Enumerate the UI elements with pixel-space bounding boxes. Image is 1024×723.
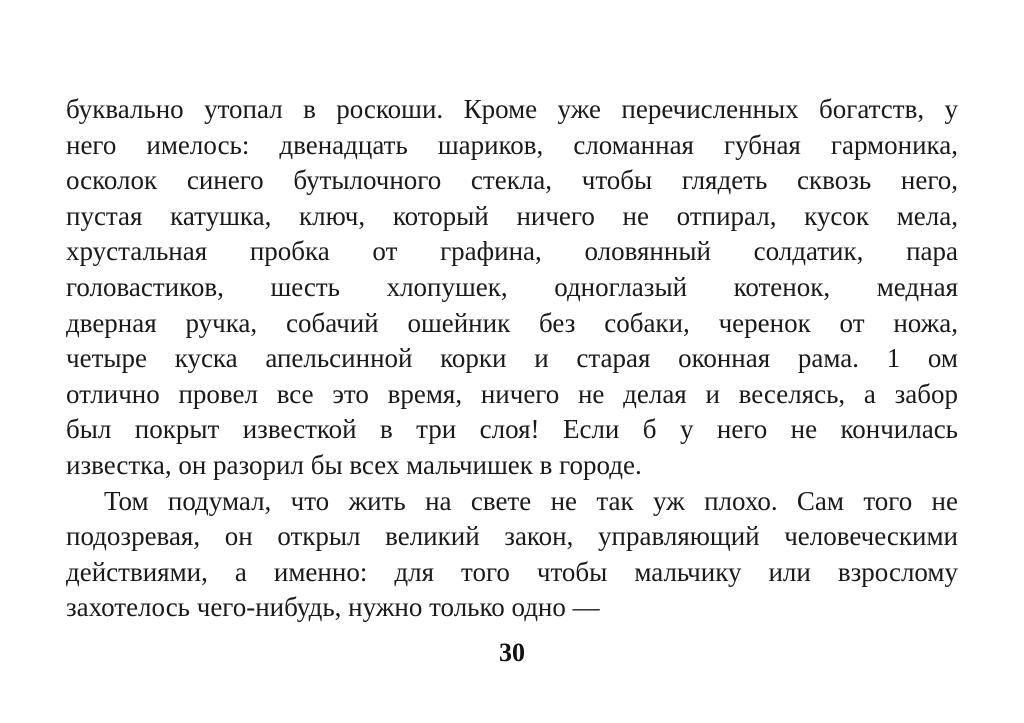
text-line: осколок синего бутылочного стекла, чтобы глядеть сквозь него, [66,165,958,196]
paragraph [66,484,958,626]
text-line: действиями, а именно: для того чтобы мальчику или взрослому [66,556,958,587]
text-line: дверная ручка, собачий ошейник без собаки, черенок от ножа, [66,307,958,338]
text-line: Том подумал, что жить на свете не так уж плохо. Сам того не [104,485,958,516]
body-text [66,92,958,626]
text-line: подозревая, он открыл великий закон, управляющий человеческими [66,521,958,552]
text-line: известка, он разорил бы всех мальчишек в городе. [66,449,642,480]
text-line: захотелось чего-нибудь, нужно только одно — [66,592,600,623]
text-line: хрустальная пробка от графина, оловянный солдатик, пара [66,236,958,267]
text-line: отлично провел все это время, ничего не делая и веселясь, а забор [66,378,958,409]
text-line: головастиков, шесть хлопушек, одноглазый котенок, медная [66,271,958,302]
text-line: пустая катушка, ключ, который ничего не отпирал, кусок мела, [66,200,958,231]
text-line: него имелось: двенадцать шариков, сломанная губная гармоника, [66,129,958,160]
text-line: буквально утопал в роскоши. Кроме уже перечисленных богатств, у [66,94,958,124]
text-line: четыре куска апельсинной корки и старая оконная рама. 1 ом [66,343,958,374]
paragraph [66,92,958,484]
text-line: был покрыт известкой в три слоя! Если б у него не кончилась [66,414,958,445]
page-number: 30 [499,638,525,667]
